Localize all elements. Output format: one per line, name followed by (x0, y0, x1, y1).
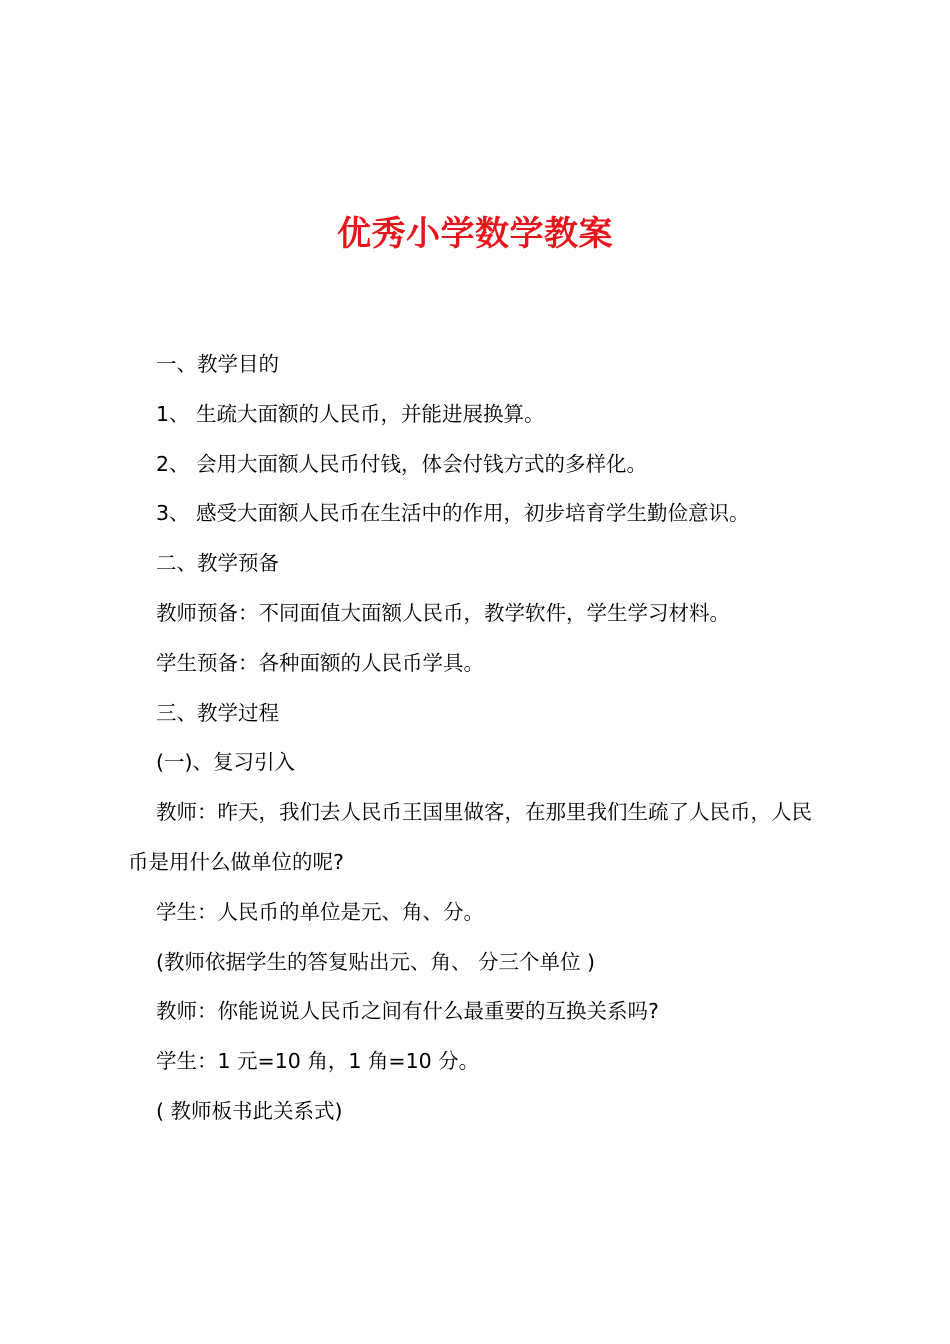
subsection-review: (一)、复习引入 (156, 750, 295, 775)
teacher-preparation: 教师预备：不同面值大面额人民币，教学软件，学生学习材料。 (156, 600, 730, 625)
teacher-dialogue-1: 教师：昨天，我们去人民币王国里做客，在那里我们生疏了人民币，人民币是用什么做单位的呢? (128, 800, 812, 874)
student-preparation: 学生预备：各种面额的人民币学具。 (156, 650, 484, 675)
section-heading-process: 三、教学过程 (156, 700, 279, 725)
teacher-dialogue-2: 教师：你能说说人民币之间有什么最重要的互换关系吗? (156, 999, 659, 1024)
section-heading-objectives: 一、教学目的 (156, 352, 279, 376)
document-body (128, 340, 828, 1137)
student-dialogue-2: 学生：1 元=10 角，1 角=10 分。 (156, 1049, 480, 1074)
objective-item-2: 2、 会用大面额人民币付钱，体会付钱方式的多样化。 (156, 451, 648, 476)
student-dialogue-1: 学生：人民币的单位是元、角、分。 (156, 899, 484, 924)
section-heading-preparation: 二、教学预备 (156, 551, 279, 576)
teacher-note-1: (教师依据学生的答复贴出元、角、 分三个单位 ) (156, 949, 596, 974)
document-title: 优秀小学数学教案 (337, 214, 613, 254)
teacher-note-2: ( 教师板书此关系式) (156, 1098, 343, 1123)
objective-item-1: 1、 生疏大面额的人民币，并能进展换算。 (156, 401, 545, 426)
objective-item-3: 3、 感受大面额人民币在生活中的作用，初步培育学生勤俭意识。 (156, 501, 750, 526)
